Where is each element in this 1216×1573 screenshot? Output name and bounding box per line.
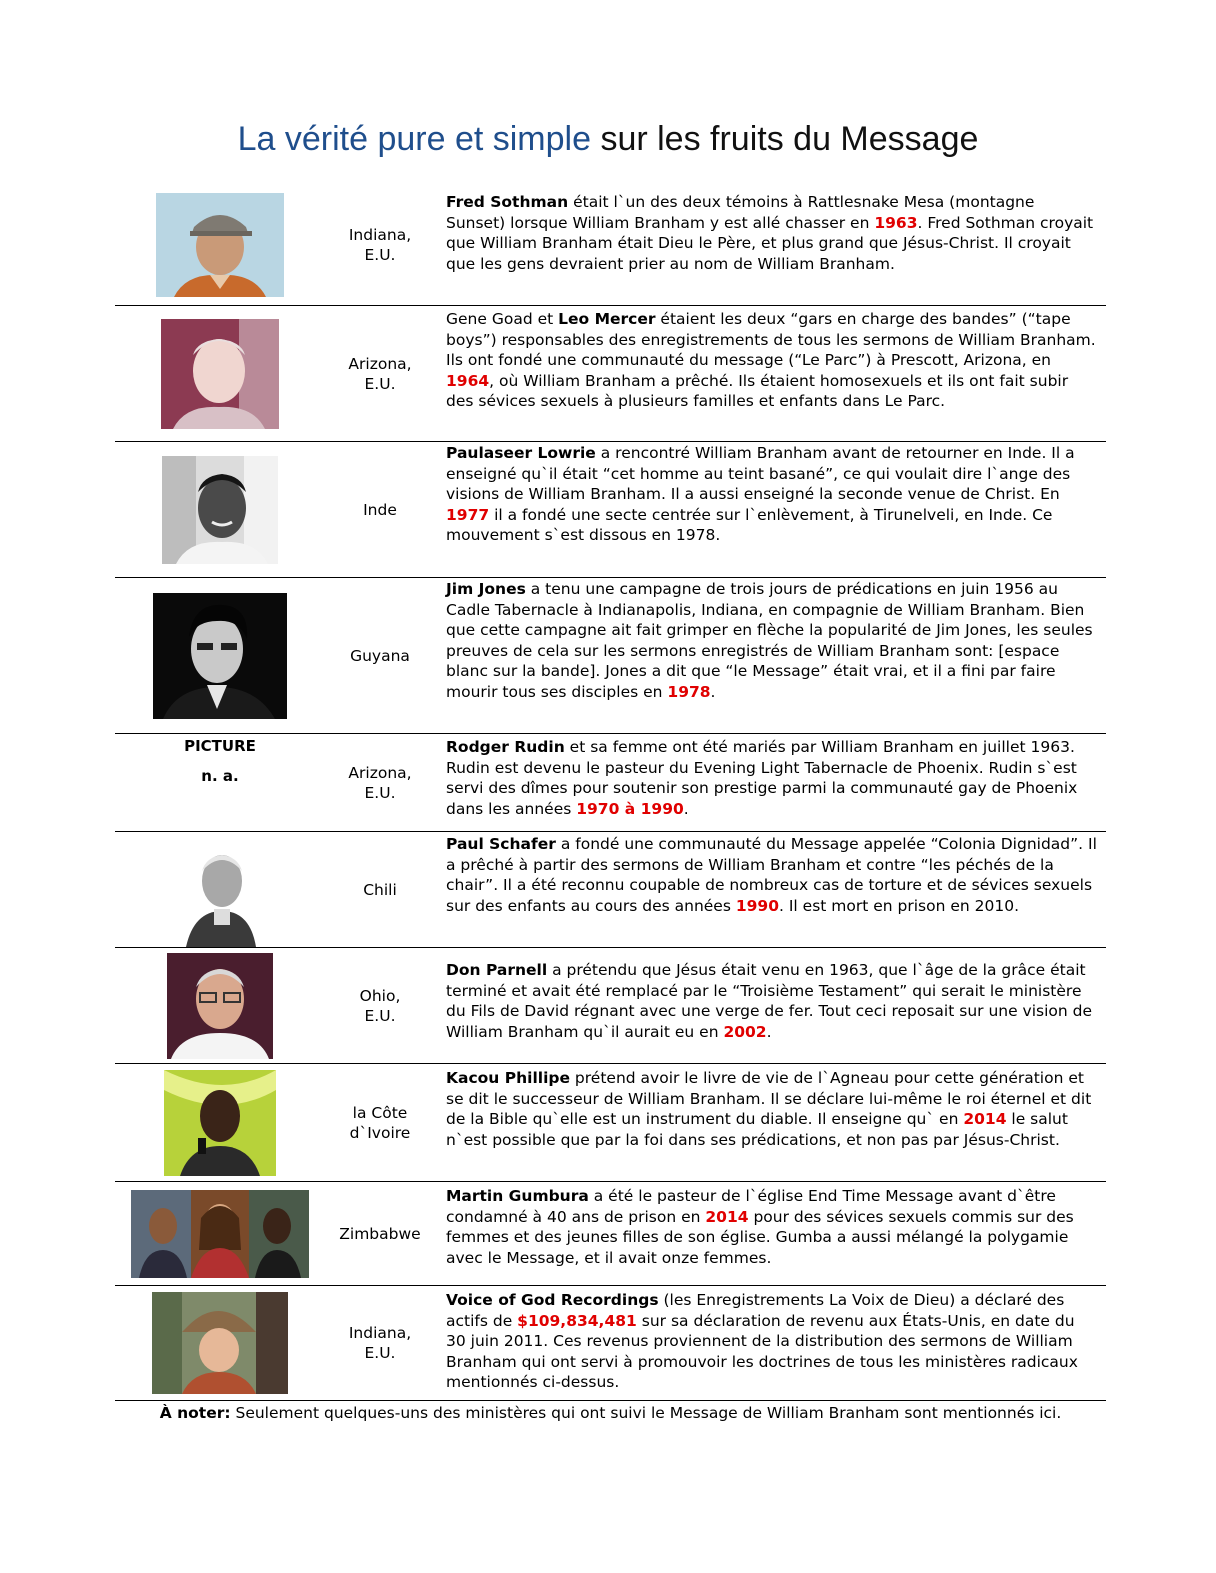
highlight-year: 1963 [874,213,918,232]
highlight-year: 2002 [723,1022,767,1041]
place-cell [325,306,435,441]
portrait-don-parnell [167,953,273,1059]
description-text: a été le pasteur de l`église End Time Message avant d`être condamné à 40 ans de prison en [446,1187,1056,1226]
portrait-paul-schafer [184,841,256,947]
description-text: . [710,682,716,701]
description-cell [446,834,1098,916]
table-row [115,1286,1106,1401]
description-text: a prétendu que Jésus était venu en 1963, que l`âge de la grâce était terminé et avait été remplacé par le “Troisième Testament” qui serait le ministère du Fils de David régnant avec une verge de fer. Tout ceci reposait sur une vision de William Branham qu`il aurait eu en [446,961,1093,1041]
place-line-2: E.U. [364,783,396,802]
place-cell [325,832,435,947]
highlight-year: 1970 à 1990 [576,799,684,818]
place-cell [325,442,435,577]
person-name: Voice of God Recordings [446,1291,659,1309]
description-text: pour des sévices sexuels commis sur des femmes et des jeunes filles de son église. Gumba a aussi mélangé la polygamie avec le Message, et il avait onze femmes. [446,1207,1074,1267]
place-line-1: Indiana, [348,1324,412,1342]
person-name: Paul Schafer [446,835,556,853]
ministers-table [115,184,1106,1401]
photo-cell [115,306,325,441]
picture-na-label: n. a. [201,767,239,785]
description-text: sur sa déclaration de revenu aux États-Unis, en date du 30 juin 2011. Ces revenus proviennent de la distribution des sermons de William Branham qui ont servi à promouvoir les doctrines de tous les ministères radicaux mentionnés ci-dessus. [446,1311,1078,1391]
place-line-1: Arizona, [348,763,412,782]
description-text: a rencontré William Branham avant de retourner en Inde. Il a enseigné qu`il était “cet homme au teint basané”, ce qui voulait dire l`ange des visions de William Branham. Il a aussi enseigné la seconde venue de Christ. En [446,444,1075,503]
person-name: Paulaseer Lowrie [446,444,596,462]
table-row [115,734,1106,832]
table-row [115,832,1106,948]
photo-cell [115,1182,325,1285]
highlight-amount: $109,834,481 [517,1311,637,1330]
highlight-year: 2014 [963,1110,1007,1128]
description-cell [446,579,1098,702]
description-cell [446,1186,1098,1268]
description-text: étaient les deux “gars en charge des bandes” (“tape boys”) responsables des enregistrements de tous les sermons de William Branham. Ils ont fondé une communauté du message (“Le Parc”) à Prescott, Arizona, en [446,310,1096,369]
highlight-year: 1964 [446,371,490,390]
portrait-martin-gumbura [131,1190,309,1278]
place-line-1: la Côte [352,1103,408,1122]
title-highlight: La vérité pure et simple [237,120,591,158]
description-text: a fondé une communauté du Message appelée “Colonia Dignidad”. Il a prêché à partir des sermons de William Branham et contre “les péchés de la chair”. Il a été reconnu coupable de nombreux cas de torture et de sévices sexuels sur des enfants au cours des années [446,835,1097,915]
footnote-text: Seulement quelques-uns des ministères qui ont suivi le Message de William Branham sont mentionnés ici. [230,1404,1062,1422]
place-line-1: Chili [363,880,397,899]
footnote-label: À noter: [159,1404,231,1422]
description-text: le salut n`est possible que par la foi dans ses prédications, et non pas par Jésus-Christ. [446,1110,1068,1149]
table-row [115,948,1106,1064]
table-row [115,578,1106,734]
photo-cell [115,1064,325,1181]
place-cell [325,1182,435,1285]
highlight-year: 2014 [705,1207,749,1226]
picture-na-cell [115,734,325,831]
photo-cell [115,948,325,1063]
description-cell [446,309,1098,412]
person-name: Kacou Phillipe [446,1069,570,1087]
place-cell [325,1064,435,1181]
portrait-paulaseer-lowrie [162,456,278,564]
description-cell [446,443,1098,546]
description-cell [446,737,1098,819]
portrait-jim-jones [153,593,287,719]
description-text: et sa femme ont été mariés par William Branham en juillet 1963. Rudin est devenu le pasteur du Evening Light Tabernacle de Phoenix. Rudin s`est servi des dîmes pour soutenir son prestige parmi la communauté gay de Phoenix dans les années [446,738,1078,818]
person-name: Jim Jones [446,580,526,598]
description-text: prétend avoir le livre de vie de l`Agneau pour cette génération et se dit le successeur de William Branham. Il se déclare lui-même le roi éternel et dit de la Bible qu`elle est un instrument du diable. Il enseigne qu` en [446,1069,1092,1128]
portrait-kacou-phillipe [164,1070,276,1176]
place-cell [325,734,435,831]
person-name: Martin Gumbura [446,1187,589,1205]
place-cell [325,948,435,1063]
description-cell [446,1290,1098,1393]
table-row [115,1064,1106,1182]
highlight-year: 1978 [667,682,711,701]
footnote [115,1403,1106,1424]
place-line-1: Zimbabwe [339,1224,421,1243]
table-row [115,306,1106,442]
place-line-2: E.U. [364,245,396,264]
person-name: Fred Sothman [446,193,569,211]
place-line-1: Arizona, [348,354,412,373]
photo-cell [115,184,325,305]
title-rest: sur les fruits du Message [600,120,979,158]
description-text: était l`un des deux témoins à Rattlesnake Mesa (montagne Sunset) lorsque William Branham y est allé chasser en [446,193,1035,232]
page-title [0,116,1216,162]
portrait-leo-mercer [161,319,279,429]
photo-cell [115,1286,325,1400]
description-cell [446,1068,1098,1150]
highlight-year: 1977 [446,505,490,524]
portrait-fred-sothman [156,193,284,297]
table-row [115,184,1106,306]
description-text: a tenu une campagne de trois jours de prédications en juin 1956 au Cadle Tabernacle à Indianapolis, Indiana, en compagnie de William Branham. Bien que cette campagne ait fait grimper en flèche la popularité de Jim Jones, les seules preuves de cela sur les sermons enregistrés de William Branham sont: [espace blanc sur la bande]. Jones a dit que “le Message” était vrai, et il a fini par faire mourir tous ses disciples en [446,580,1093,701]
place-line-1: Indiana, [348,225,412,244]
place-cell [325,578,435,733]
picture-label: PICTURE [184,737,256,755]
description-text: (les Enregistrements La Voix de Dieu) a déclaré des actifs de [446,1291,1065,1330]
highlight-year: 1990 [735,896,779,915]
place-line-2: E.U. [364,1344,396,1362]
portrait-young-branham [152,1292,288,1394]
photo-cell [115,832,325,947]
description-text: . [683,799,689,818]
description-text: . [766,1022,772,1041]
table-row [115,442,1106,578]
table-row [115,1182,1106,1286]
place-line-2: E.U. [364,374,396,393]
place-line-1: Inde [363,500,397,519]
photo-cell [115,442,325,577]
place-line-1: Ohio, [359,986,401,1005]
description-cell [446,960,1098,1042]
photo-cell [115,578,325,733]
description-text: . Il est mort en prison en 2010. [779,896,1020,915]
person-name: Leo Mercer [558,310,656,328]
place-line-2: d`Ivoire [349,1123,411,1142]
place-line-1: Guyana [350,646,410,665]
description-cell [446,192,1098,274]
place-cell [325,1286,435,1400]
person-name: Rodger Rudin [446,738,565,756]
description-text: il a fondé une secte centrée sur l`enlèvement, à Tirunelveli, en Inde. Ce mouvement s`est dissous en 1978. [446,505,1053,544]
description-text: . Fred Sothman croyait que William Branham était Dieu le Père, et plus grand que Jésus-Christ. Il croyait que les gens devraient prier au nom de William Branham. [446,213,1094,273]
description-text: Gene Goad et [446,310,559,328]
person-name: Don Parnell [446,961,548,979]
place-line-2: E.U. [364,1006,396,1025]
description-text: , où William Branham a prêché. Ils étaient homosexuels et ils ont fait subir des sévices sexuels à plusieurs familles et enfants dans Le Parc. [446,371,1069,410]
place-cell [325,184,435,305]
